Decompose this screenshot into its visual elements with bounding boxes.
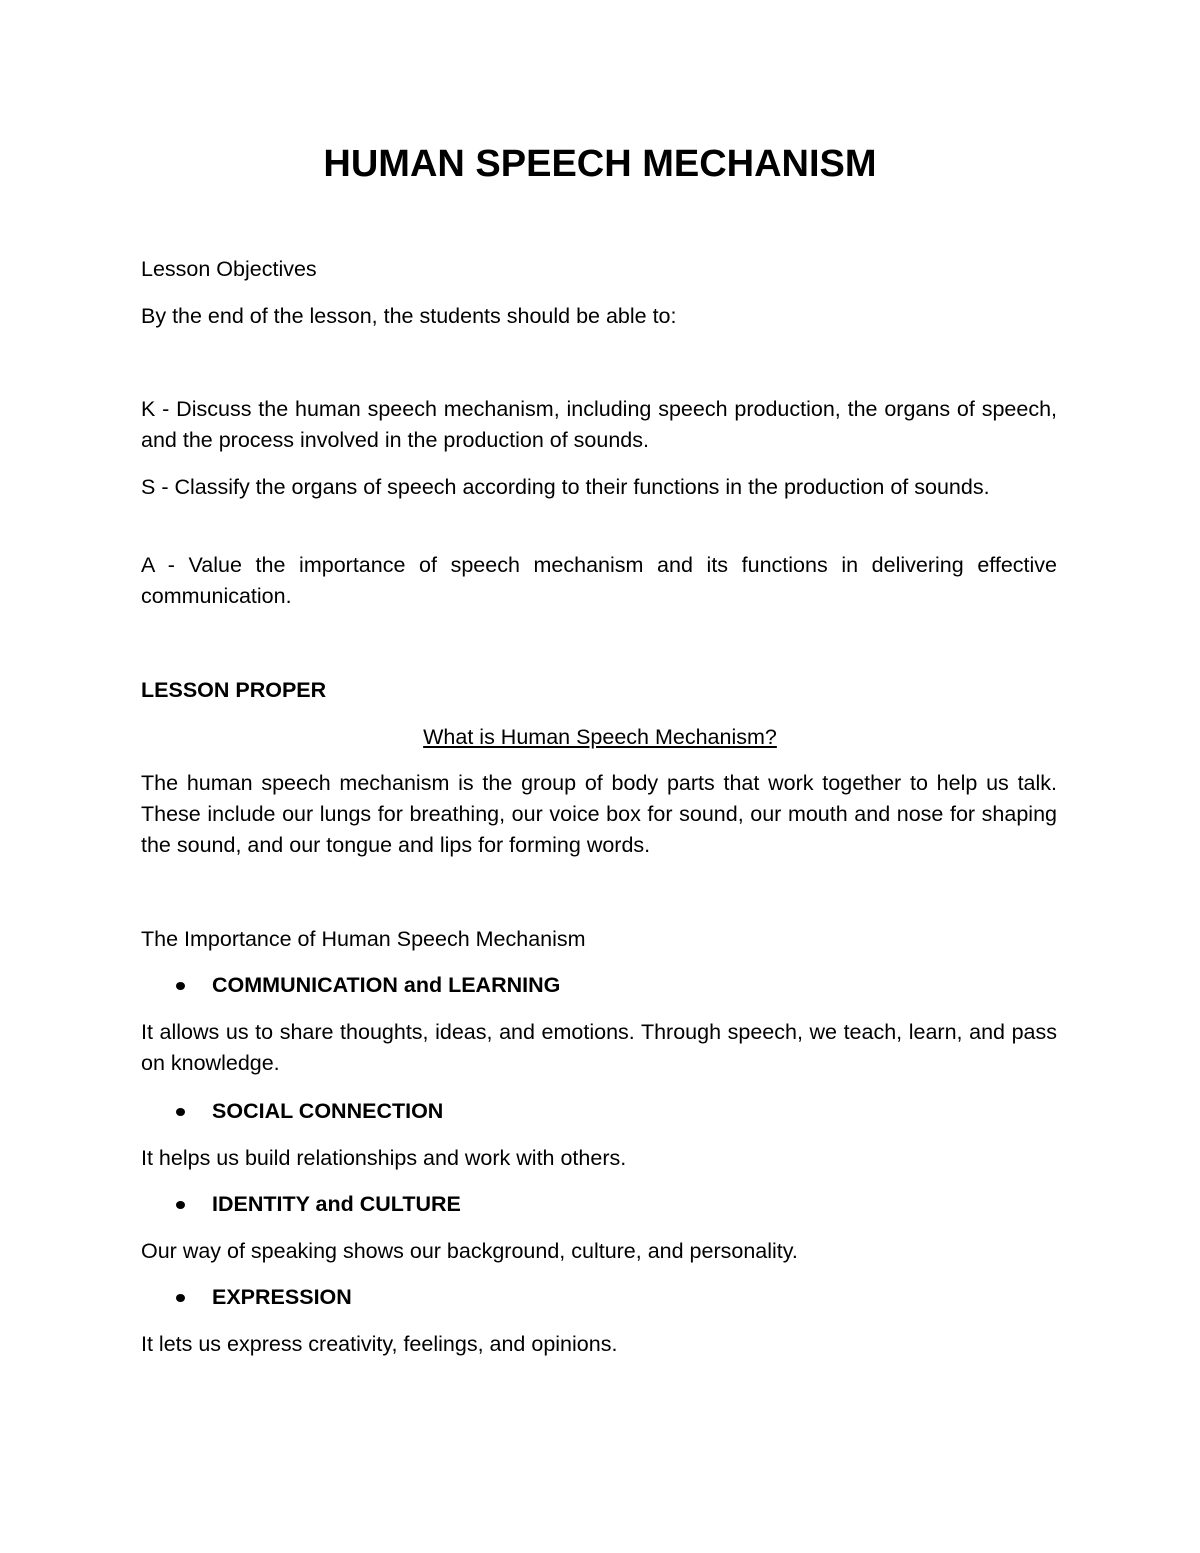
objective-knowledge: K - Discuss the human speech mechanism, including speech production, the organs of speech, and the process involved in the production of sounds. bbox=[141, 397, 1057, 452]
importance-item-label: SOCIAL CONNECTION bbox=[212, 1099, 444, 1123]
importance-item-identity bbox=[141, 1189, 1057, 1220]
importance-item-social bbox=[141, 1096, 1057, 1127]
lesson-proper-heading: LESSON PROPER bbox=[141, 678, 327, 702]
objectives-heading: Lesson Objectives bbox=[141, 257, 317, 281]
importance-item-label: COMMUNICATION and LEARNING bbox=[212, 973, 561, 997]
definition-paragraph: The human speech mechanism is the group of body parts that work together to help us talk. These include our lungs for breathing, our voice box for sound, our mouth and nose for shaping the sound, and our tongue and lips for forming words. bbox=[141, 771, 1057, 857]
objective-attitude: A - Value the importance of speech mechanism and its functions in delivering effective communication. bbox=[141, 553, 1057, 608]
bullet-icon bbox=[176, 1108, 185, 1116]
objectives-intro: By the end of the lesson, the students should be able to: bbox=[141, 304, 677, 328]
objective-skill: S - Classify the organs of speech according to their functions in the production of sounds. bbox=[141, 475, 990, 499]
bullet-icon bbox=[176, 1201, 185, 1209]
bullet-icon bbox=[176, 1294, 185, 1302]
importance-heading: The Importance of Human Speech Mechanism bbox=[141, 927, 586, 951]
importance-item-communication bbox=[141, 970, 1057, 1001]
importance-item-text: It helps us build relationships and work with others. bbox=[141, 1146, 627, 1170]
importance-item-label: EXPRESSION bbox=[212, 1285, 352, 1309]
importance-item-text: It allows us to share thoughts, ideas, and emotions. Through speech, we teach, learn, and pass on knowledge. bbox=[141, 1020, 1057, 1075]
importance-item-text: It lets us express creativity, feelings, and opinions. bbox=[141, 1332, 618, 1356]
document-title: HUMAN SPEECH MECHANISM bbox=[323, 143, 877, 185]
bullet-icon bbox=[176, 982, 185, 990]
importance-item-label: IDENTITY and CULTURE bbox=[212, 1192, 461, 1216]
definition-subheading: What is Human Speech Mechanism? bbox=[423, 725, 777, 749]
importance-item-text: Our way of speaking shows our background, culture, and personality. bbox=[141, 1239, 798, 1263]
importance-item-expression bbox=[141, 1282, 1057, 1313]
